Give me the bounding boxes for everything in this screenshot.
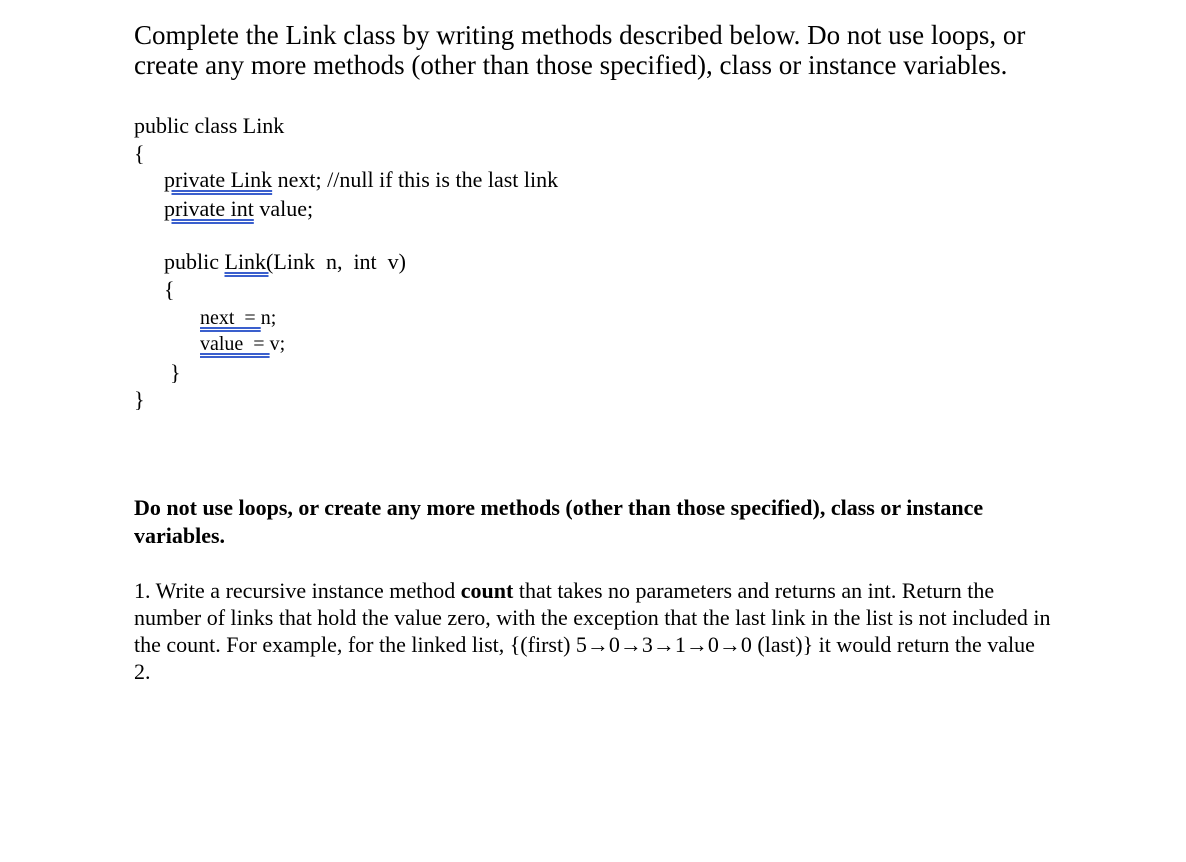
restriction-note: Do not use loops, or create any more methods (other than those specified), class or instance variables.	[134, 495, 984, 548]
constructor-open-brace: {	[164, 277, 175, 302]
question-method-name: count	[460, 578, 514, 603]
field-next-keyword: private Link	[164, 167, 273, 192]
class-declaration: public class Link	[134, 113, 285, 138]
assign-next-rhs: n;	[260, 307, 277, 329]
assign-value-statement	[200, 331, 285, 357]
assign-next-lhs: next =	[200, 307, 261, 329]
assign-value-rhs: v;	[269, 333, 286, 355]
question-1	[134, 577, 1054, 685]
field-value-declaration	[164, 196, 313, 222]
class-close-brace: }	[134, 387, 145, 412]
constructor-params: Link n, int v)	[273, 249, 406, 274]
assign-value-lhs: value =	[200, 333, 270, 355]
intro-line-2: create any more methods (other than those specified), class or instance variables.	[134, 50, 1008, 80]
field-value-keyword: private int	[164, 196, 254, 221]
question-suffix: that takes no parameters and returns an int. Return the number of links that hold the value zero, with the exception that the last link in the list is not included in the count. For example, for the linked list, {(first) 5→0→3→1→0→0 (last)} it would return the value 2.	[134, 578, 1051, 684]
field-next-declaration	[164, 167, 558, 193]
class-open-brace: {	[134, 141, 145, 166]
constructor-signature	[164, 249, 406, 275]
field-value-rest: value;	[253, 196, 314, 221]
constructor-close-brace: }	[170, 360, 181, 385]
question-prefix: 1. Write a recursive instance method	[134, 578, 461, 603]
constructor-prefix: public	[164, 249, 225, 274]
constructor-name: Link(	[224, 249, 274, 274]
assign-next-statement	[200, 305, 276, 331]
intro-line-1: Complete the Link class by writing methods described below. Do not use loops, or	[134, 20, 1026, 50]
field-next-rest: next; //null if this is the last link	[272, 167, 559, 192]
